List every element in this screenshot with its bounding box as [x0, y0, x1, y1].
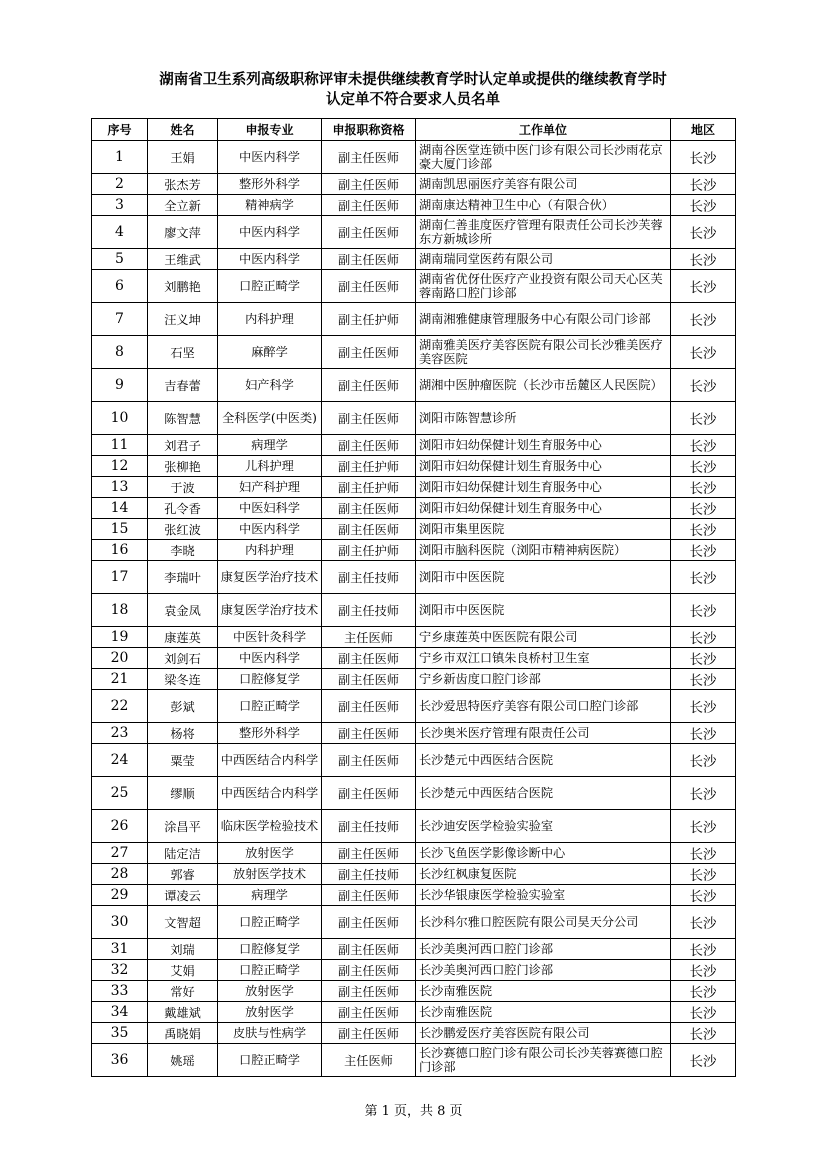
row-specialty: 全科医学(中医类) — [218, 402, 322, 435]
row-title: 副主任医师 — [322, 519, 416, 540]
table-row — [92, 519, 736, 540]
row-specialty: 内科护理 — [218, 540, 322, 561]
table-row — [92, 669, 736, 690]
table-row — [92, 369, 736, 402]
row-seq: 24 — [92, 744, 148, 777]
row-region: 长沙 — [671, 249, 736, 270]
row-specialty: 中医针灸科学 — [218, 627, 322, 648]
row-region: 长沙 — [671, 141, 736, 174]
row-region: 长沙 — [671, 519, 736, 540]
row-seq: 1 — [92, 141, 148, 174]
row-region: 长沙 — [671, 648, 736, 669]
row-name: 常好 — [148, 981, 218, 1002]
row-name: 王娟 — [148, 141, 218, 174]
row-specialty: 康复医学治疗技术 — [218, 594, 322, 627]
row-region: 长沙 — [671, 627, 736, 648]
row-unit: 长沙鹏爱医疗美容医院有限公司 — [416, 1023, 671, 1044]
row-unit: 宁乡新齿度口腔门诊部 — [416, 669, 671, 690]
row-seq: 12 — [92, 456, 148, 477]
row-name: 谭凌云 — [148, 885, 218, 906]
table-row — [92, 195, 736, 216]
row-seq: 23 — [92, 723, 148, 744]
row-name: 姚瑶 — [148, 1044, 218, 1077]
row-unit: 浏阳市妇幼保健计划生育服务中心 — [416, 477, 671, 498]
row-unit: 湖南康达精神卫生中心（有限合伙） — [416, 195, 671, 216]
row-title: 副主任护师 — [322, 477, 416, 498]
row-unit: 长沙科尔雅口腔医院有限公司昊天分公司 — [416, 906, 671, 939]
row-region: 长沙 — [671, 174, 736, 195]
row-specialty: 中医内科学 — [218, 519, 322, 540]
row-title: 主任医师 — [322, 1044, 416, 1077]
row-name: 于波 — [148, 477, 218, 498]
table-row — [92, 594, 736, 627]
row-seq: 10 — [92, 402, 148, 435]
row-region: 长沙 — [671, 594, 736, 627]
row-region: 长沙 — [671, 270, 736, 303]
row-seq: 5 — [92, 249, 148, 270]
row-region: 长沙 — [671, 1023, 736, 1044]
row-name: 吉春蕾 — [148, 369, 218, 402]
row-seq: 4 — [92, 216, 148, 249]
column-header-specialty: 申报专业 — [218, 119, 322, 141]
row-title: 副主任护师 — [322, 456, 416, 477]
row-seq: 14 — [92, 498, 148, 519]
row-unit: 长沙奥米医疗管理有限责任公司 — [416, 723, 671, 744]
table-row — [92, 864, 736, 885]
row-specialty: 口腔正畸学 — [218, 1044, 322, 1077]
row-name: 张红波 — [148, 519, 218, 540]
row-region: 长沙 — [671, 303, 736, 336]
row-unit: 长沙迪安医学检验实验室 — [416, 810, 671, 843]
row-region: 长沙 — [671, 402, 736, 435]
row-name: 缪顺 — [148, 777, 218, 810]
row-unit: 宁乡康莲英中医医院有限公司 — [416, 627, 671, 648]
row-unit: 长沙飞鱼医学影像诊断中心 — [416, 843, 671, 864]
row-title: 副主任医师 — [322, 939, 416, 960]
row-name: 梁冬连 — [148, 669, 218, 690]
row-name: 张柳艳 — [148, 456, 218, 477]
row-name: 李瑞叶 — [148, 561, 218, 594]
table-row — [92, 690, 736, 723]
row-unit: 浏阳市妇幼保健计划生育服务中心 — [416, 498, 671, 519]
table-row — [92, 303, 736, 336]
row-specialty: 病理学 — [218, 885, 322, 906]
personnel-table — [91, 118, 736, 1077]
row-region: 长沙 — [671, 456, 736, 477]
row-specialty: 中西医结合内科学 — [218, 744, 322, 777]
row-name: 袁金凤 — [148, 594, 218, 627]
row-specialty: 内科护理 — [218, 303, 322, 336]
row-region: 长沙 — [671, 369, 736, 402]
row-title: 副主任技师 — [322, 594, 416, 627]
row-specialty: 口腔正畸学 — [218, 960, 322, 981]
row-seq: 22 — [92, 690, 148, 723]
row-title: 副主任医师 — [322, 669, 416, 690]
row-name: 李晓 — [148, 540, 218, 561]
table-row — [92, 810, 736, 843]
row-seq: 31 — [92, 939, 148, 960]
table-row — [92, 906, 736, 939]
row-region: 长沙 — [671, 195, 736, 216]
row-seq: 34 — [92, 1002, 148, 1023]
row-region: 长沙 — [671, 540, 736, 561]
table-row — [92, 777, 736, 810]
title-line-2: 认定单不符合要求人员名单 — [326, 92, 500, 108]
row-title: 副主任医师 — [322, 369, 416, 402]
row-name: 戴雄斌 — [148, 1002, 218, 1023]
column-header-title: 申报职称资格 — [322, 119, 416, 141]
row-seq: 18 — [92, 594, 148, 627]
table-row — [92, 939, 736, 960]
row-unit: 浏阳市集里医院 — [416, 519, 671, 540]
row-seq: 15 — [92, 519, 148, 540]
row-unit: 长沙楚元中西医结合医院 — [416, 744, 671, 777]
table-header-row — [92, 119, 736, 141]
row-seq: 36 — [92, 1044, 148, 1077]
row-title: 副主任技师 — [322, 810, 416, 843]
row-name: 刘剑石 — [148, 648, 218, 669]
row-region: 长沙 — [671, 981, 736, 1002]
row-name: 禹晓娟 — [148, 1023, 218, 1044]
row-region: 长沙 — [671, 744, 736, 777]
row-title: 副主任医师 — [322, 1002, 416, 1023]
row-region: 长沙 — [671, 477, 736, 498]
row-region: 长沙 — [671, 669, 736, 690]
row-region: 长沙 — [671, 906, 736, 939]
table-row — [92, 723, 736, 744]
row-seq: 17 — [92, 561, 148, 594]
row-seq: 28 — [92, 864, 148, 885]
row-specialty: 儿科护理 — [218, 456, 322, 477]
row-unit: 浏阳市妇幼保健计划生育服务中心 — [416, 456, 671, 477]
row-unit: 浏阳市妇幼保健计划生育服务中心 — [416, 435, 671, 456]
table-row — [92, 336, 736, 369]
row-title: 主任医师 — [322, 627, 416, 648]
row-specialty: 口腔修复学 — [218, 939, 322, 960]
row-region: 长沙 — [671, 336, 736, 369]
row-title: 副主任医师 — [322, 648, 416, 669]
row-specialty: 康复医学治疗技术 — [218, 561, 322, 594]
row-specialty: 口腔正畸学 — [218, 690, 322, 723]
row-seq: 19 — [92, 627, 148, 648]
row-name: 刘鹏艳 — [148, 270, 218, 303]
table-row — [92, 960, 736, 981]
row-title: 副主任医师 — [322, 885, 416, 906]
row-specialty: 中西医结合内科学 — [218, 777, 322, 810]
row-region: 长沙 — [671, 777, 736, 810]
row-specialty: 口腔正畸学 — [218, 906, 322, 939]
row-title: 副主任医师 — [322, 270, 416, 303]
row-name: 孔令香 — [148, 498, 218, 519]
row-seq: 7 — [92, 303, 148, 336]
table-row — [92, 498, 736, 519]
table-row — [92, 885, 736, 906]
row-name: 全立新 — [148, 195, 218, 216]
row-seq: 26 — [92, 810, 148, 843]
row-unit: 湖南瑞同堂医药有限公司 — [416, 249, 671, 270]
row-specialty: 放射医学 — [218, 1002, 322, 1023]
row-region: 长沙 — [671, 1002, 736, 1023]
row-specialty: 麻醉学 — [218, 336, 322, 369]
column-header-name: 姓名 — [148, 119, 218, 141]
row-region: 长沙 — [671, 723, 736, 744]
row-seq: 13 — [92, 477, 148, 498]
row-title: 副主任医师 — [322, 723, 416, 744]
row-seq: 8 — [92, 336, 148, 369]
row-seq: 6 — [92, 270, 148, 303]
row-title: 副主任医师 — [322, 249, 416, 270]
row-name: 陆定洁 — [148, 843, 218, 864]
row-specialty: 口腔正畸学 — [218, 270, 322, 303]
row-unit: 长沙赛德口腔门诊有限公司长沙芙蓉赛德口腔门诊部 — [416, 1044, 671, 1077]
row-seq: 30 — [92, 906, 148, 939]
row-name: 康莲英 — [148, 627, 218, 648]
row-seq: 32 — [92, 960, 148, 981]
row-seq: 35 — [92, 1023, 148, 1044]
table-row — [92, 1002, 736, 1023]
title-line-1: 湖南省卫生系列高级职称评审未提供继续教育学时认定单或提供的继续教育学时 — [159, 72, 667, 88]
row-seq: 20 — [92, 648, 148, 669]
row-region: 长沙 — [671, 885, 736, 906]
row-specialty: 皮肤与性病学 — [218, 1023, 322, 1044]
row-region: 长沙 — [671, 960, 736, 981]
table-row — [92, 1023, 736, 1044]
row-specialty: 病理学 — [218, 435, 322, 456]
row-title: 副主任医师 — [322, 843, 416, 864]
table-row — [92, 744, 736, 777]
row-region: 长沙 — [671, 810, 736, 843]
row-unit: 湖南湘雅健康管理服务中心有限公司门诊部 — [416, 303, 671, 336]
row-title: 副主任医师 — [322, 960, 416, 981]
row-unit: 长沙华银康医学检验实验室 — [416, 885, 671, 906]
table-row — [92, 270, 736, 303]
table-row — [92, 981, 736, 1002]
table-row — [92, 174, 736, 195]
row-title: 副主任医师 — [322, 906, 416, 939]
table-row — [92, 435, 736, 456]
row-region: 长沙 — [671, 843, 736, 864]
row-unit: 湖南仁善韭度医疗管理有限责任公司长沙芙蓉东方新城诊所 — [416, 216, 671, 249]
table-row — [92, 402, 736, 435]
page-footer: 第 1 页，共 8 页 — [364, 1104, 463, 1119]
row-region: 长沙 — [671, 498, 736, 519]
row-title: 副主任医师 — [322, 744, 416, 777]
row-name: 张杰芳 — [148, 174, 218, 195]
row-name: 艾娟 — [148, 960, 218, 981]
row-specialty: 中医妇科学 — [218, 498, 322, 519]
row-specialty: 放射医学 — [218, 843, 322, 864]
row-region: 长沙 — [671, 216, 736, 249]
table-row — [92, 477, 736, 498]
row-seq: 2 — [92, 174, 148, 195]
row-title: 副主任医师 — [322, 435, 416, 456]
table-row — [92, 249, 736, 270]
row-unit: 湖南省优伢仕医疗产业投资有限公司天心区芙蓉南路口腔门诊部 — [416, 270, 671, 303]
row-title: 副主任医师 — [322, 216, 416, 249]
row-unit: 长沙南雅医院 — [416, 1002, 671, 1023]
table-row — [92, 456, 736, 477]
row-title: 副主任医师 — [322, 195, 416, 216]
row-title: 副主任医师 — [322, 141, 416, 174]
row-region: 长沙 — [671, 561, 736, 594]
row-specialty: 放射医学技术 — [218, 864, 322, 885]
row-seq: 25 — [92, 777, 148, 810]
row-specialty: 妇产科护理 — [218, 477, 322, 498]
row-specialty: 放射医学 — [218, 981, 322, 1002]
table-row — [92, 627, 736, 648]
row-specialty: 中医内科学 — [218, 141, 322, 174]
row-name: 彭斌 — [148, 690, 218, 723]
row-region: 长沙 — [671, 1044, 736, 1077]
row-unit: 浏阳市中医医院 — [416, 561, 671, 594]
column-header-region: 地区 — [671, 119, 736, 141]
row-title: 副主任技师 — [322, 561, 416, 594]
document-title — [91, 70, 735, 110]
table-row — [92, 843, 736, 864]
row-unit: 浏阳市陈智慧诊所 — [416, 402, 671, 435]
row-title: 副主任医师 — [322, 174, 416, 195]
row-title: 副主任医师 — [322, 1023, 416, 1044]
table-row — [92, 540, 736, 561]
row-name: 杨将 — [148, 723, 218, 744]
table-row — [92, 561, 736, 594]
row-unit: 湖南凯思丽医疗美容有限公司 — [416, 174, 671, 195]
row-unit: 浏阳市脑科医院（浏阳市精神病医院） — [416, 540, 671, 561]
row-name: 石坚 — [148, 336, 218, 369]
row-name: 廖文萍 — [148, 216, 218, 249]
row-specialty: 整形外科学 — [218, 174, 322, 195]
row-region: 长沙 — [671, 435, 736, 456]
row-specialty: 临床医学检验技术 — [218, 810, 322, 843]
row-unit: 湖南谷医堂连锁中医门诊有限公司长沙雨花京豪大厦门诊部 — [416, 141, 671, 174]
row-title: 副主任医师 — [322, 498, 416, 519]
row-unit: 长沙美奥河西口腔门诊部 — [416, 960, 671, 981]
column-header-seq: 序号 — [92, 119, 148, 141]
row-title: 副主任护师 — [322, 303, 416, 336]
row-seq: 29 — [92, 885, 148, 906]
row-name: 粟莹 — [148, 744, 218, 777]
row-title: 副主任护师 — [322, 540, 416, 561]
row-unit: 湖湘中医肿瘤医院（长沙市岳麓区人民医院） — [416, 369, 671, 402]
row-title: 副主任医师 — [322, 690, 416, 723]
row-title: 副主任技师 — [322, 864, 416, 885]
row-specialty: 妇产科学 — [218, 369, 322, 402]
row-title: 副主任医师 — [322, 402, 416, 435]
table-row — [92, 648, 736, 669]
row-seq: 27 — [92, 843, 148, 864]
row-seq: 33 — [92, 981, 148, 1002]
row-seq: 9 — [92, 369, 148, 402]
row-specialty: 口腔修复学 — [218, 669, 322, 690]
row-name: 文智超 — [148, 906, 218, 939]
row-region: 长沙 — [671, 864, 736, 885]
row-title: 副主任医师 — [322, 336, 416, 369]
column-header-unit: 工作单位 — [416, 119, 671, 141]
row-seq: 11 — [92, 435, 148, 456]
row-seq: 3 — [92, 195, 148, 216]
row-specialty: 中医内科学 — [218, 249, 322, 270]
row-name: 涂昌平 — [148, 810, 218, 843]
row-name: 王维武 — [148, 249, 218, 270]
row-name: 刘瑞 — [148, 939, 218, 960]
table-row — [92, 141, 736, 174]
row-name: 汪义坤 — [148, 303, 218, 336]
row-unit: 浏阳市中医医院 — [416, 594, 671, 627]
table-row — [92, 1044, 736, 1077]
row-unit: 湖南雅美医疗美容医院有限公司长沙雅美医疗美容医院 — [416, 336, 671, 369]
row-title: 副主任医师 — [322, 777, 416, 810]
row-unit: 长沙红枫康复医院 — [416, 864, 671, 885]
row-specialty: 中医内科学 — [218, 648, 322, 669]
row-region: 长沙 — [671, 690, 736, 723]
row-unit: 长沙楚元中西医结合医院 — [416, 777, 671, 810]
row-name: 陈智慧 — [148, 402, 218, 435]
row-region: 长沙 — [671, 939, 736, 960]
row-seq: 21 — [92, 669, 148, 690]
row-seq: 16 — [92, 540, 148, 561]
row-unit: 长沙爱思特医疗美容有限公司口腔门诊部 — [416, 690, 671, 723]
row-unit: 长沙美奥河西口腔门诊部 — [416, 939, 671, 960]
row-title: 副主任医师 — [322, 981, 416, 1002]
row-name: 刘君子 — [148, 435, 218, 456]
row-specialty: 中医内科学 — [218, 216, 322, 249]
row-specialty: 整形外科学 — [218, 723, 322, 744]
row-specialty: 精神病学 — [218, 195, 322, 216]
table-row — [92, 216, 736, 249]
row-unit: 长沙南雅医院 — [416, 981, 671, 1002]
row-unit: 宁乡市双江口镇朱良桥村卫生室 — [416, 648, 671, 669]
row-name: 郭睿 — [148, 864, 218, 885]
